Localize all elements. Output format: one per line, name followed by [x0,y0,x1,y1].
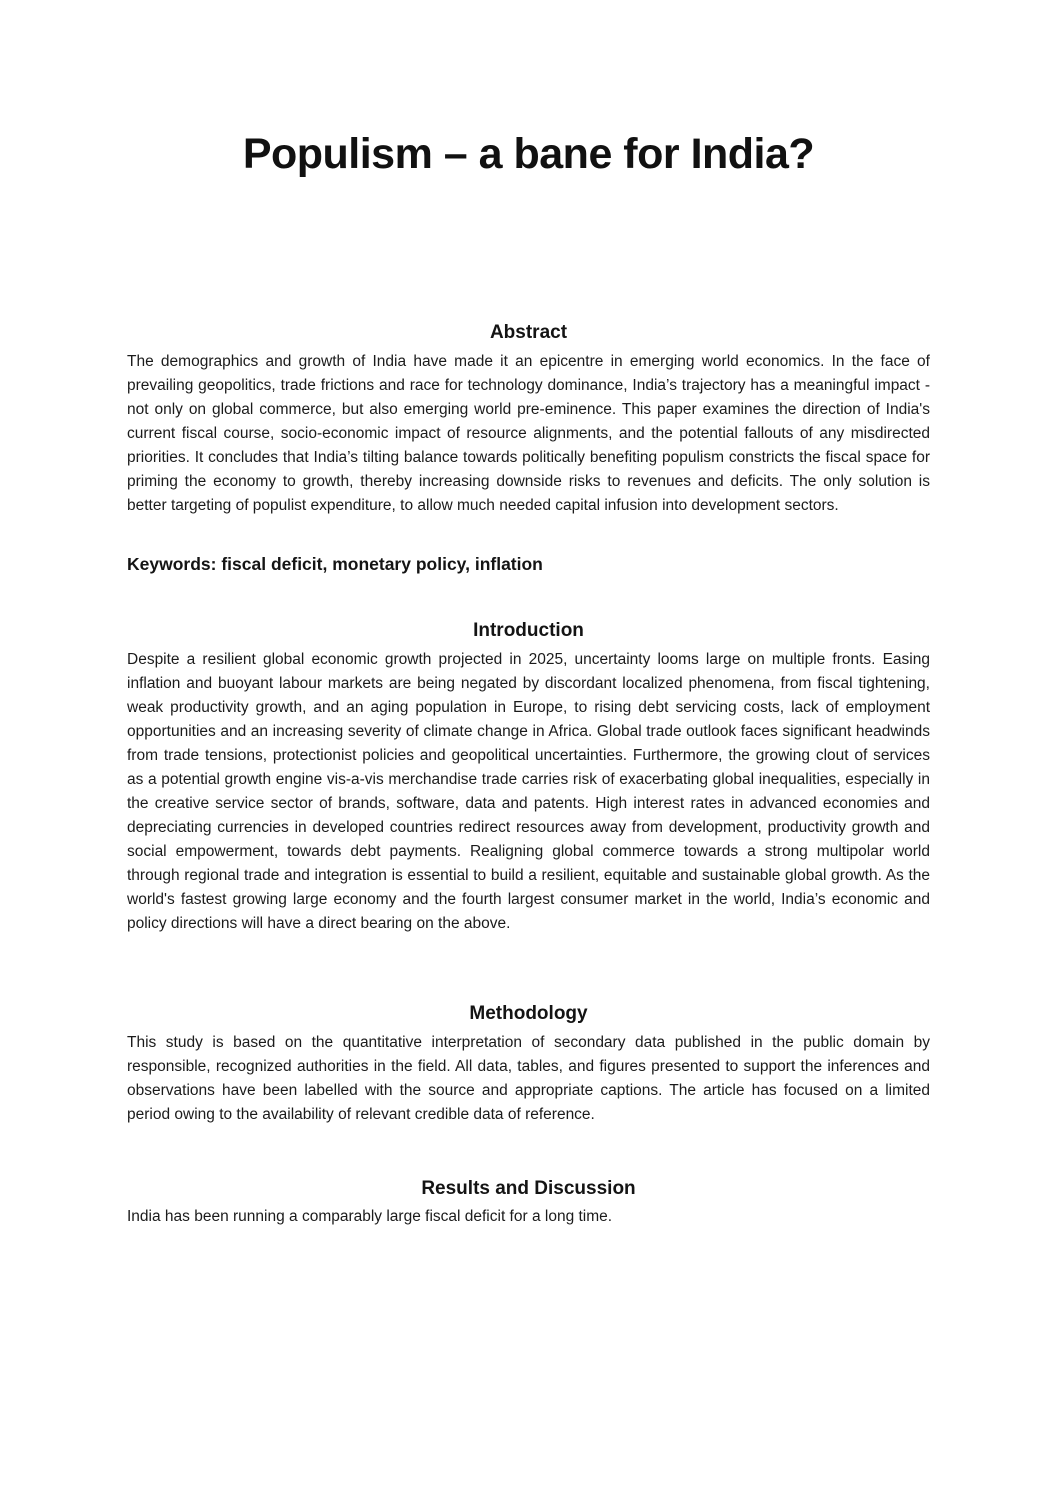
introduction-heading: Introduction [473,620,584,642]
abstract-heading: Abstract [489,322,568,344]
introduction-body: Despite a resilient global economic growth projected in 2025, uncertainty looms large on multiple fronts. Easing inflation and buoyant labour markets are being negated by discordant localized phenomena, from fiscal tightening, weak productivity growth, and an aging population in Europe, to rising debt servicing costs, lack of employment opportunities and an increasing severity of climate change in Africa. Global trade outlook faces significant headwinds from trade tensions, protectionist policies and geopolitical uncertainties. Furthermore, the growing clout of services as a potential growth engine vis-a-vis merchandise trade carries risk of exacerbating global inequalities, especially in the creative service sector of brands, software, data and patents. High interest rates in advanced economies and depreciating currencies in developed countries redirect resources away from development, productivity growth and social empowerment, towards debt payments. Realigning global commerce towards a strong multipolar world through regional trade and integration is essential to build a resilient, equitable and sustainable global growth. As the world's fastest growing large economy and the fourth largest consumer market in the world, India’s economic and policy directions will have a direct bearing on the above. [127,650,930,932]
results-body: India has been running a comparably large fiscal deficit for a long time. [127,1208,613,1226]
results-heading: Results and Discussion [421,1177,636,1199]
abstract-body: The demographics and growth of India have made it an epicentre in emerging world economics. In the face of prevailing geopolitics, trade frictions and race for technology dominance, India’s trajectory has a meaningful impact - not only on global commerce, but also emerging world pre-eminence. This paper examines the direction of India's current fiscal course, socio-economic impact of resource alignments, and the potential fallouts of any misdirected priorities. It concludes that India’s tilting balance towards politically benefiting populism constricts the fiscal space for priming the economy to growth, thereby increasing downside risks to revenues and deficits. The only solution is better targeting of populist expenditure, to allow much needed capital infusion into development sectors. [127,353,930,515]
paper-title: Populism – a bane for India? [242,130,815,178]
methodology-heading: Methodology [469,1002,588,1024]
methodology-body: This study is based on the quantitative interpretation of secondary data published in the public domain by responsible, recognized authorities in the field. All data, tables, and figures presented to support the inferences and observations have been labelled with the source and appropriate captions. The article has focused on a limited period owing to the availability of relevant credible data of reference. [127,1033,930,1123]
keywords-line: Keywords: fiscal deficit, monetary policy, inflation [127,554,543,575]
